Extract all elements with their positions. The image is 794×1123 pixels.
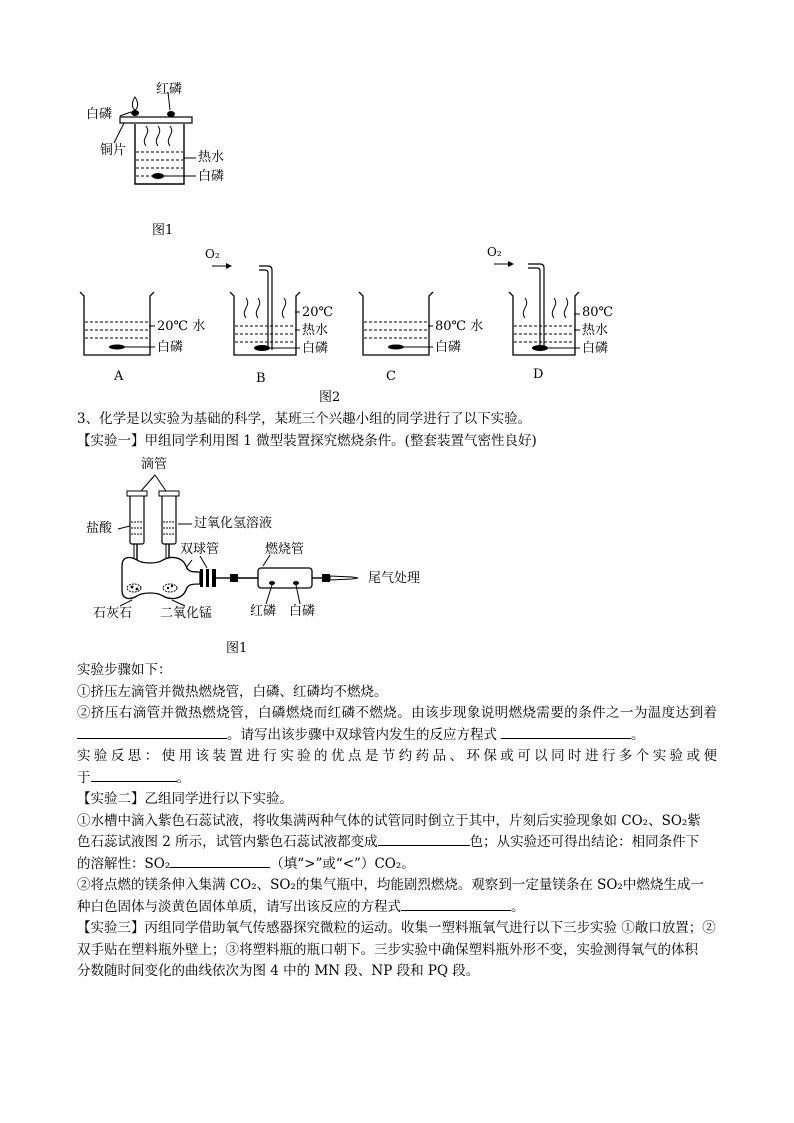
reflection-blank[interactable] [91, 769, 177, 782]
beaker-b-temp-label: 20℃ [302, 305, 334, 320]
beaker-a-water-label: 20℃ 水 [157, 319, 206, 334]
o2-label-b: O₂ [205, 247, 220, 261]
experiment-2-item-1-line-1: ①水槽中滴入紫色石蕊试液，将收集满两种气体的试管同时倒立于其中，片刻后实验现象如 CO₂、SO₂紫 [77, 812, 701, 829]
hot-water-label: 热水 [198, 150, 225, 165]
reflection-line-2 [77, 768, 717, 790]
reflection-line-1: 实验反思：使用该装置进行实验的优点是节约药品、环保或可以同时进行多个实验或便 [77, 748, 717, 764]
question-3-intro: 3、化学是以实验为基础的科学，某班三个兴趣小组的同学进行了以下实验。 [77, 411, 532, 427]
apparatus-caption: 图1 [226, 641, 248, 656]
beaker-a-white-p-label: 白磷 [157, 340, 184, 355]
exp2-2-text-b2: 。 [511, 898, 525, 915]
reflection-text-c: 。 [176, 769, 190, 786]
red-phosphorus-label-apparatus: 红磷 [250, 604, 277, 619]
copper-plate-label: 铜片 [100, 143, 127, 158]
beaker-c-white-p-label: 白磷 [435, 340, 462, 355]
double-bulb-equation-blank[interactable] [501, 726, 631, 739]
ignition-point-blank[interactable] [77, 726, 227, 739]
litmus-color-blank[interactable] [378, 833, 470, 846]
step-2-text-c: 。 [631, 726, 645, 743]
beaker-d-hot-water-label: 热水 [582, 323, 609, 338]
beaker-d-letter: D [533, 367, 544, 382]
beaker-b-letter: B [256, 371, 266, 386]
beaker-d-white-p-label: 白磷 [582, 341, 609, 356]
experiment-2-item-2-line-2 [77, 897, 717, 919]
apparatus-drawing [0, 450, 794, 660]
magnesium-equation-blank[interactable] [401, 898, 511, 911]
combustion-tube-label: 燃烧管 [265, 542, 305, 557]
figure-1-drawing [0, 0, 794, 240]
step-2-line-2 [77, 725, 717, 747]
beaker-c-water-label: 80℃ 水 [435, 319, 484, 334]
white-phosphorus-label-apparatus: 白磷 [289, 604, 316, 619]
experiment-steps-block [77, 660, 717, 983]
o2-label-d: O₂ [487, 245, 502, 259]
apparatus-figure [0, 450, 794, 660]
white-phosphorus-label-bottom: 白磷 [198, 169, 225, 184]
figure-2-drawing [0, 240, 794, 410]
beaker-b-hot-water-label: 热水 [302, 323, 329, 338]
figure-1-caption: 图1 [152, 223, 174, 238]
dropper-label: 滴管 [141, 457, 168, 472]
experiment-3-line-3: 分数随时间变化的曲线依次为图 4 中的 MN 段、NP 段和 PQ 段。 [77, 963, 480, 979]
step-2-line-1: ②挤压右滴管并微热燃烧管，白磷燃烧而红磷不燃烧。由该步现象说明燃烧需要的条件之一为温度达到着 [77, 705, 717, 721]
exhaust-treatment-label: 尾气处理 [368, 571, 421, 586]
exp2-1-text-b1: 色石蕊试液图 2 所示，试管内紫色石蕊试液都变成 [77, 834, 378, 850]
experiment-3-line-2: 双手贴在塑料瓶外壁上；③将塑料瓶的瓶口朝下。三步实验中确保塑料瓶外形不变，实验测得氧气的体积 [77, 941, 698, 958]
beaker-b-white-p-label: 白磷 [302, 341, 329, 356]
experiment-3-line-1: 【实验三】丙组同学借助氧气传感器探究微粒的运动。收集一塑料瓶氧气进行以下三步实验 ①敞口放置；② [77, 920, 716, 936]
question-3-intro-block [77, 409, 717, 452]
figure-1-top [0, 0, 794, 240]
red-phosphorus-label: 红磷 [156, 82, 183, 97]
experiment-2-title: 【实验二】乙组同学进行以下实验。 [77, 791, 293, 807]
beaker-d-temp-label: 80℃ [582, 305, 614, 320]
reflection-text-b: 于 [77, 769, 91, 786]
experiment-2-item-1-line-2 [77, 832, 717, 854]
steps-title: 实验步骤如下： [77, 662, 172, 678]
limestone-label: 石灰石 [93, 606, 133, 621]
double-bulb-tube-label: 双球管 [180, 542, 220, 557]
experiment-2-item-2-line-1: ②将点燃的镁条伸入集满 CO₂、SO₂的集气瓶中，均能剧烈燃烧。观察到一定量镁条在 SO₂中燃烧生成一 [77, 877, 704, 893]
solubility-compare-blank[interactable] [170, 855, 270, 868]
figure-2 [0, 240, 794, 410]
beaker-a-letter: A [114, 369, 124, 384]
hydrochloric-acid-label: 盐酸 [86, 521, 113, 536]
exp2-1-text-b2: 色；从实验还可得出结论：相同条件下 [469, 834, 700, 850]
experiment-1-title: 【实验一】甲组同学利用图 1 微型装置探究燃烧条件。(整套装置气密性良好) [77, 432, 537, 449]
experiment-2-item-1-line-3 [77, 854, 717, 876]
exp2-1-text-c1: 的溶解性：SO₂ [77, 855, 171, 872]
white-phosphorus-label-top: 白磷 [86, 107, 113, 122]
step-2-text-b: 。请写出该步骤中双球管内发生的反应方程式 [227, 726, 497, 743]
exp2-2-text-b1: 种白色固体与淡黄色固体单质，请写出该反应的方程式 [77, 898, 401, 915]
exp2-1-text-c2: （填“>”或“<”）CO₂。 [270, 855, 415, 872]
figure-2-caption: 图2 [319, 390, 341, 405]
hydrogen-peroxide-label: 过氧化氢溶液 [194, 516, 273, 531]
step-1: ①挤压左滴管并微热燃烧管，白磷、红磷均不燃烧。 [77, 683, 388, 700]
manganese-dioxide-label: 二氧化锰 [160, 606, 213, 621]
beaker-c-letter: C [386, 369, 396, 384]
